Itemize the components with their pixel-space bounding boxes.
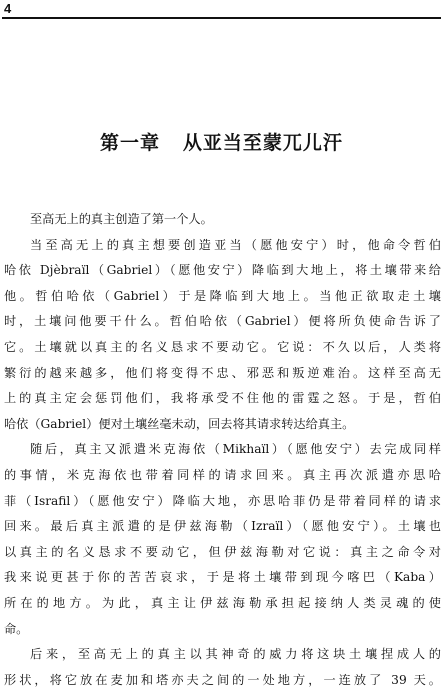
text-line: 时，土壤问他要干什么。哲伯哈依（Gabriel）便将所负使命告诉了 bbox=[4, 314, 441, 329]
text-line: 命。 bbox=[4, 621, 29, 636]
text-line: 我来说更甚于你的苦苦哀求，于是将土壤带到现今喀巴（Kaba） bbox=[4, 570, 441, 585]
text-line: 随后，真主又派遣米克海依（Mikhaïl）（愿他安宁）去完成同样 bbox=[30, 442, 441, 457]
text-line: 他。哲伯哈依（Gabriel）于是降临到大地上。当他正欲取走土壤 bbox=[4, 288, 441, 303]
text-line: 回来。最后真主派遣的是伊兹海勒（Izraïl）（愿他安宁）。土壤也 bbox=[4, 519, 441, 534]
text-line: 后来，至高无上的真主以其神奇的威力将这块土壤捏成人的 bbox=[30, 647, 441, 662]
chapter-number: 第一章 bbox=[100, 132, 161, 154]
text-line: 菲（Israfil）（愿他安宁）降临大地，亦思哈菲仍是带着同样的请求 bbox=[4, 493, 441, 508]
text-line: 当至高无上的真主想要创造亚当（愿他安宁）时，他命令哲伯 bbox=[30, 237, 441, 252]
text-line: 至高无上的真主创造了第一个人。 bbox=[30, 212, 213, 226]
text-line: 哈依（Gabriel）便对土壤丝毫未动，回去将其请求转达给真主。 bbox=[4, 416, 355, 431]
text-line: 哈依 Djèbraïl（Gabriel）（愿他安宁）降临到大地上，将土壤带来给 bbox=[4, 263, 441, 278]
chapter-name: 从亚当至蒙兀儿汗 bbox=[182, 132, 343, 154]
chapter-title bbox=[0, 131, 443, 155]
text-line: 以真主的名义恳求不要动它，但伊兹海勒对它说：真主之命令对 bbox=[4, 544, 441, 559]
body-text bbox=[4, 207, 441, 693]
text-line: 繁衍的越来越多，他们将变得不忠、邪恶和叛逆难治。这样至高无 bbox=[4, 365, 441, 380]
text-line: 所在的地方。为此，真主让伊兹海勒承担起接纳人类灵魂的使 bbox=[4, 595, 441, 610]
page-number: 4 bbox=[4, 1, 12, 16]
text-line: 它。土壤就以真主的名义恳求不要动它。它说：不久以后，人类将 bbox=[4, 339, 441, 354]
header-rule bbox=[2, 17, 441, 19]
text-line: 形状，将它放在麦加和塔亦夫之间的一处地方，一连放了 39 天。 bbox=[4, 672, 441, 687]
text-line: 的事情，米克海依也带着同样的请求回来。真主再次派遣亦思哈 bbox=[4, 467, 441, 482]
text-line: 上的真主定会惩罚他们，我将承受不住他的雷霆之怒。于是，哲伯 bbox=[4, 391, 441, 406]
